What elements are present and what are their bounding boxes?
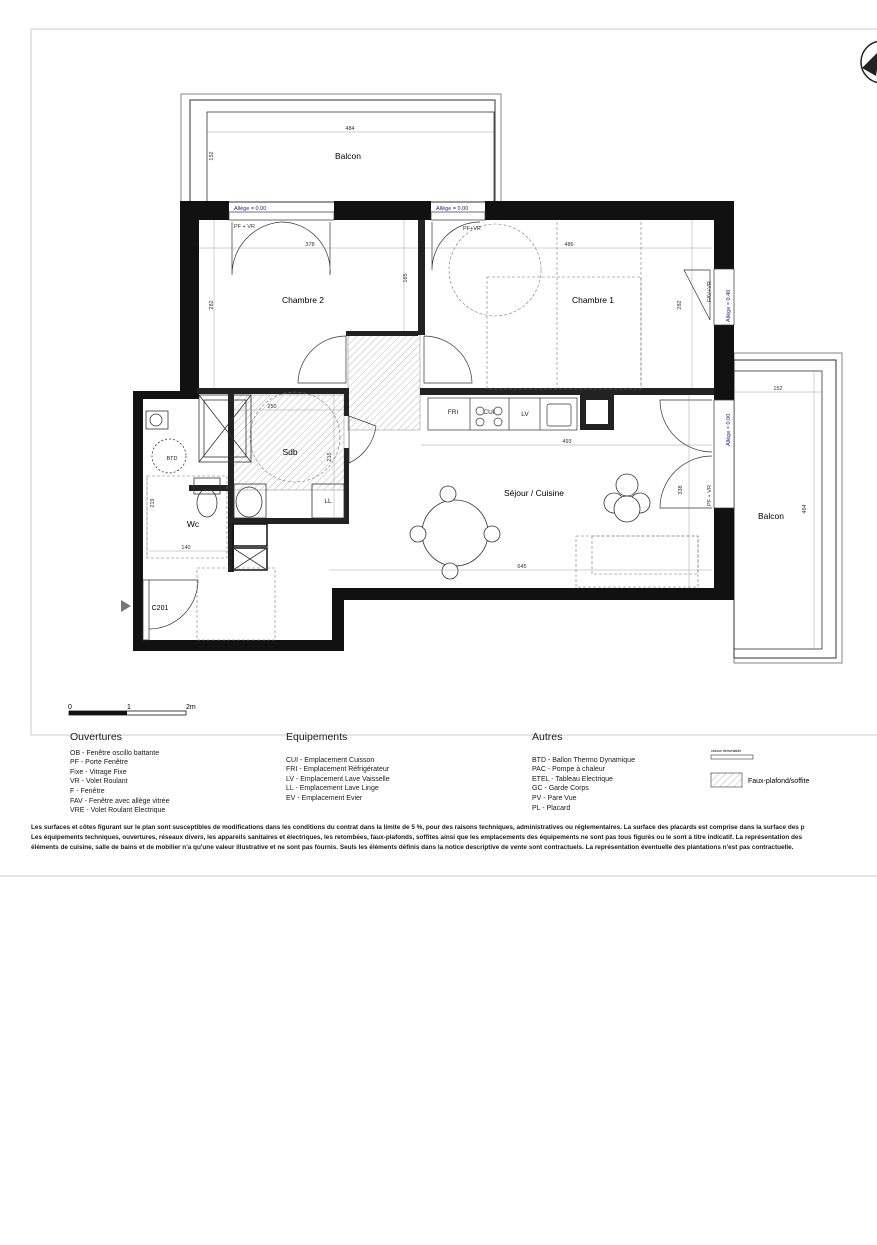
legend-item: FAV - Fenêtre avec allège vitrée (70, 797, 170, 805)
room-label-sdb: Sdb (282, 447, 298, 457)
dim-sdb-h: 215 (327, 452, 333, 462)
equip-cui: CUI (483, 409, 495, 416)
legend-item: PAC - Pompe à chaleur (532, 766, 606, 774)
legend-item: PV - Pare Vue (532, 794, 577, 802)
scale-label-one: 1 (127, 704, 131, 711)
dim-wc-h: 219 (150, 498, 156, 508)
legend-item: FRI - Emplacement Réfrigérateur (286, 766, 390, 774)
pfvr-sejour: PF + VR (707, 485, 713, 506)
dim-sejour-w2: 645 (517, 564, 527, 570)
legend-item: LL - Emplacement Lave Linge (286, 785, 379, 793)
legend-item: BTD - Ballon Thermo Dynamique (532, 756, 635, 764)
legend-item: EV - Emplacement Evier (286, 794, 363, 802)
legend-equipements (286, 733, 390, 804)
legend-item: VR - Volet Roulant (70, 778, 128, 786)
room-label-chambre2: Chambre 2 (281, 295, 325, 305)
fav-ch1: FAV+VR (707, 281, 713, 302)
cloison-swatch (711, 755, 753, 759)
legend-ouvertures (70, 733, 169, 816)
equip-btd: BTD (166, 456, 178, 462)
entry-arrow-icon (121, 600, 131, 612)
faux-plafond-swatch (711, 773, 742, 787)
technical-duct (586, 400, 608, 424)
room-label-entry: C201 (151, 605, 169, 612)
dim-balcon-right-w: 152 (773, 386, 783, 392)
cloison-label: cloison démontable (711, 749, 742, 753)
dim-balcon-top-w: 484 (345, 126, 355, 132)
dim-ch1-h: 282 (677, 300, 683, 310)
scale-label-two: 2m (186, 704, 196, 711)
dim-sejour-h: 338 (678, 485, 684, 495)
legend-item: F - Fenêtre (70, 787, 105, 795)
equip-fri: FRI (447, 409, 459, 416)
legend-item: PF - Porte Fenêtre (70, 759, 128, 767)
dim-sejour-w: 493 (562, 439, 572, 445)
legend-autres-title: Autres (532, 731, 563, 743)
dim-ch2-side: 165 (403, 273, 409, 283)
legend-ouvertures-title: Ouvertures (70, 731, 122, 743)
disclaimer-line: Les surfaces et côtes figurant sur le plan sont susceptibles de modifications dans les conditions du contrat dans la limite de 5 %, pour des raisons techniques, administratives ou réglementaires. La surface des placards est comprise dans la surface des p (31, 824, 805, 831)
balcony-top (181, 94, 501, 202)
room-label-balcon-top: Balcon (335, 151, 361, 161)
allege-ch2: Allège = 0.00 (234, 206, 267, 212)
room-label-balcon-right: Balcon (758, 511, 784, 521)
allege-ch1: Allège = 0.00 (436, 206, 469, 212)
legend-autres (532, 733, 635, 813)
allege-right2: Allège = 0.00 (726, 413, 732, 446)
dim-ch2-h: 282 (209, 300, 215, 310)
legend-item: VRE - Volet Roulant Electrique (70, 807, 166, 815)
legal-disclaimer (31, 823, 877, 854)
dim-balcon-top-h: 152 (209, 151, 215, 161)
legend-item: GC - Garde Corps (532, 785, 589, 793)
room-label-wc: Wc (186, 519, 200, 529)
allege-right1: Allège = 0.40 (726, 289, 732, 322)
legend-item: CUI - Emplacement Cuisson (286, 756, 375, 764)
disclaimer-line: éléments de cuisine, salle de bains et de mobilier n'a qu'une valeur illustrative et ne sont pas fournis. Seuls les éléments définis dans la notice descriptive de vente sont contractuels. La représentation éventuelle des plantations n'est pas contractuelle. (31, 844, 794, 852)
dim-ch1-w: 486 (564, 242, 574, 248)
soffit-hall (348, 335, 420, 430)
room-label-sejour: Séjour / Cuisine (503, 488, 565, 498)
dim-sdb-w: 250 (267, 404, 277, 410)
equip-lv: LV (521, 411, 529, 418)
dim-ch2-w: 378 (305, 242, 315, 248)
pfvr-ch2: PF + VR (234, 224, 255, 230)
faux-plafond-label: Faux-plafond/soffite (748, 778, 810, 785)
legend-item: LV - Emplacement Lave Vaisselle (286, 775, 390, 783)
legend-item: PL - Placard (532, 804, 571, 812)
dim-balcon-right-h: 464 (802, 504, 808, 514)
soffit-sdb (232, 395, 344, 490)
dim-wc-w: 140 (181, 545, 191, 551)
scale-bar (68, 704, 196, 715)
legend-item: OB - Fenêtre oscillo battante (70, 749, 160, 757)
equip-ll: LL (324, 498, 332, 505)
legend-item: ETEL - Tableau Electrique (532, 775, 613, 783)
legend-equipements-title: Equipements (286, 731, 348, 743)
scale-label-zero: 0 (68, 704, 72, 711)
room-label-chambre1: Chambre 1 (571, 295, 615, 305)
north-arrow-icon (861, 41, 877, 83)
balcony-right (734, 353, 842, 663)
pfvr-ch1: PF+VR (463, 226, 481, 232)
legend-item: Fixe - Vitrage Fixe (70, 768, 127, 776)
disclaimer-line: Les équipements techniques, ouvertures, réseaux divers, les appareils sanitaires et électriques, les retombées, faux-plafonds, soffites ainsi que les emplacements des équipements ne sont pas tous figurés ou le sont à titre indicatif. La représentation des (31, 834, 803, 842)
